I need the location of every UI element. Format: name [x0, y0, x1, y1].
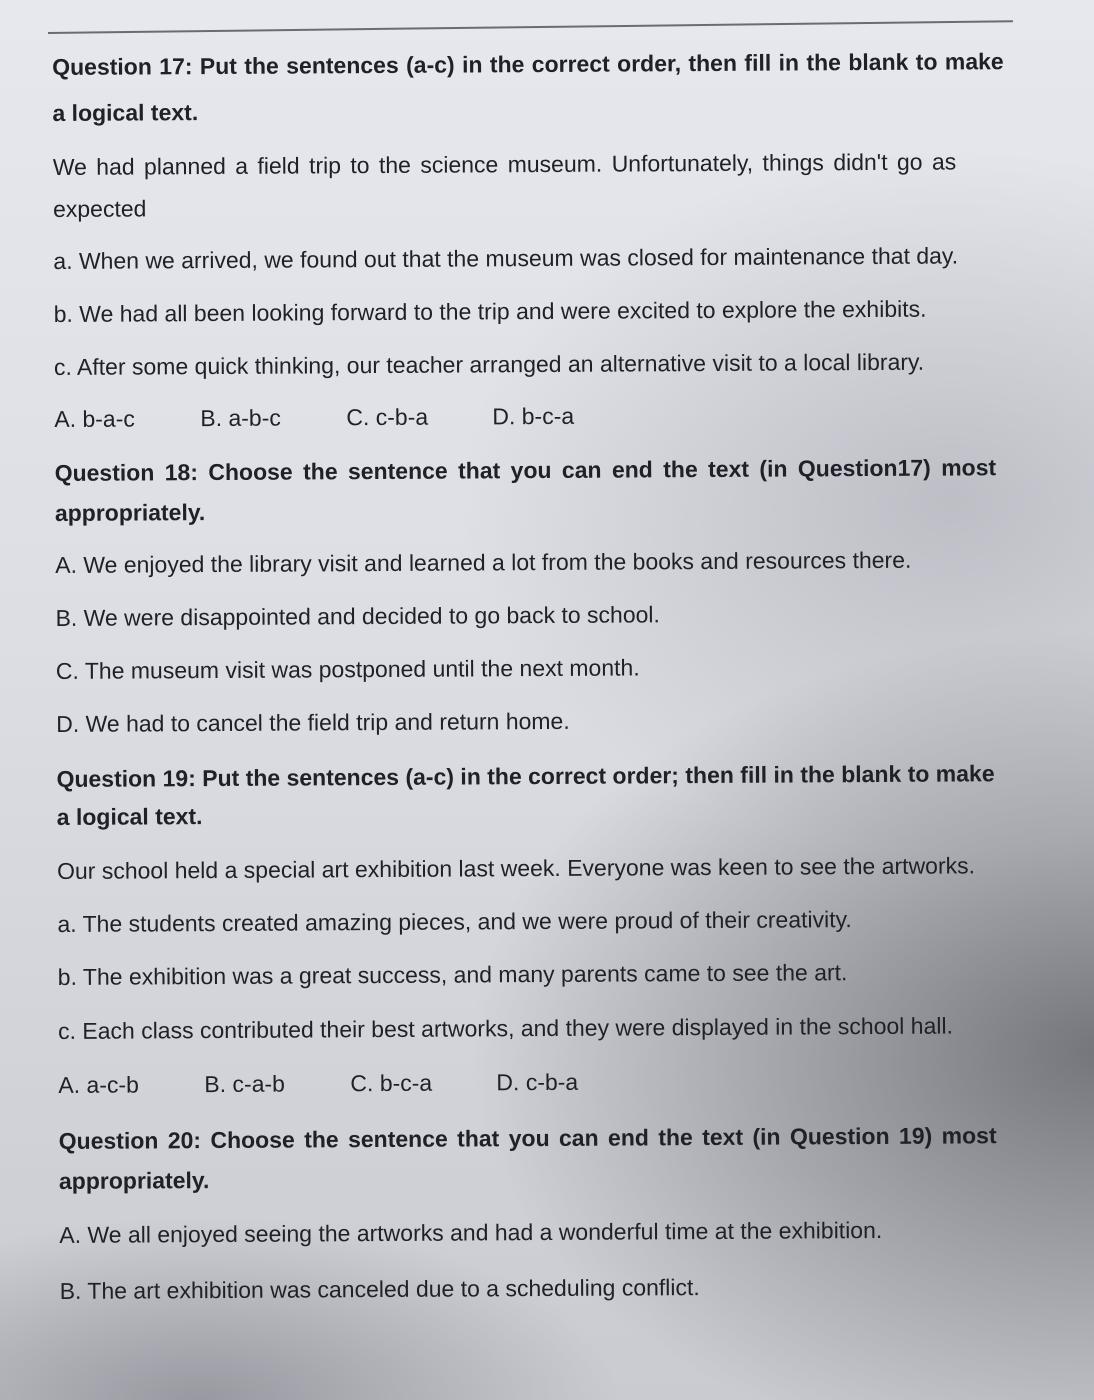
q20-option-b[interactable]: B. The art exhibition was canceled due to a scheduling conflict. — [59, 1274, 700, 1304]
q17-option-c[interactable]: C. c-b-a — [346, 403, 429, 431]
q19-intro: Our school held a special art exhibition last week. Everyone was keen to see the artworks. — [56, 852, 976, 884]
q18-title-line2: appropriately. — [54, 499, 206, 526]
q18-option-a[interactable]: A. We enjoyed the library visit and learned a lot from the books and resources there. — [55, 546, 912, 578]
q19-option-a[interactable]: A. a-c-b — [58, 1071, 139, 1098]
q19-options — [58, 1066, 642, 1100]
q17-title-line1: Question 17: Put the sentences (a-c) in the correct order, then fill in the blank to make — [52, 48, 1004, 80]
q20-title-line1: Question 20: Choose the sentence that you can end the text (in Question 19) most — [58, 1122, 997, 1154]
q17-intro-line1: We had planned a field trip to the science museum. Unfortunately, things didn't go as — [52, 148, 957, 180]
q18-option-d[interactable]: D. We had to cancel the field trip and return home. — [56, 707, 570, 737]
q19-sentence-a: a. The students created amazing pieces, and we were proud of their creativity. — [57, 906, 852, 937]
q18-title-line1: Question 18: Choose the sentence that you can end the text (in Question17) most — [54, 454, 997, 486]
q19-option-c[interactable]: C. b-c-a — [350, 1069, 433, 1097]
q19-option-b[interactable]: B. c-a-b — [204, 1070, 285, 1098]
q17-options — [54, 400, 638, 434]
q19-title-line1: Question 19: Put the sentences (a-c) in the correct order; then fill in the blank to make — [56, 760, 995, 792]
q17-intro-line2: expected — [52, 195, 147, 222]
worksheet-content — [52, 34, 1020, 1304]
q17-sentence-c: c. After some quick thinking, our teacher arranged an alternative visit to a local library. — [53, 348, 925, 380]
q17-title-line2: a logical text. — [52, 99, 199, 126]
q17-sentence-b: b. We had all been looking forward to the trip and were excited to explore the exhibits. — [53, 295, 927, 327]
q19-sentence-c: c. Each class contributed their best artworks, and they were displayed in the school hall. — [57, 1012, 954, 1044]
q17-option-d[interactable]: D. b-c-a — [492, 402, 575, 430]
q17-sentence-a: a. When we arrived, we found out that the museum was closed for maintenance that day. — [53, 242, 959, 274]
q18-option-c[interactable]: C. The museum visit was postponed until the next month. — [55, 654, 640, 684]
q19-option-d[interactable]: D. c-b-a — [496, 1068, 579, 1096]
top-divider — [48, 20, 1013, 34]
q18-option-b[interactable]: B. We were disappointed and decided to go back to school. — [55, 601, 660, 631]
q17-option-a[interactable]: A. b-a-c — [54, 405, 135, 432]
q20-title-line2: appropriately. — [58, 1167, 210, 1194]
q20-option-a[interactable]: A. We all enjoyed seeing the artworks and had a wonderful time at the exhibition. — [59, 1216, 883, 1248]
q19-sentence-b: b. The exhibition was a great success, and many parents came to see the art. — [57, 959, 848, 990]
q17-option-b[interactable]: B. a-b-c — [200, 404, 281, 432]
q19-title-line2: a logical text. — [56, 803, 203, 830]
